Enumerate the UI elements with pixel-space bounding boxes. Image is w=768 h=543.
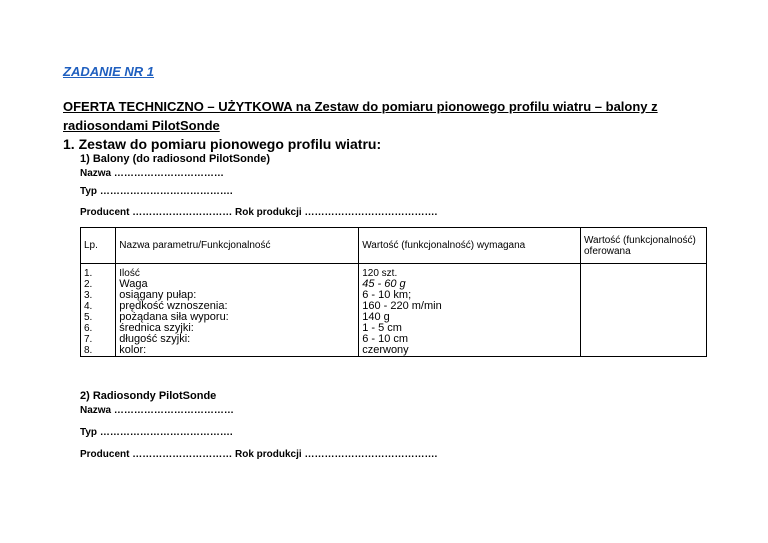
row-required: czerwony [359,345,581,357]
balloons-type-field: Typ …………………………………. [80,186,233,197]
row-parameter: prędkość wznoszenia: [116,301,359,312]
row-parameter: średnica szyjki: [116,323,359,334]
row-lp: 5. [81,312,116,323]
row-parameter: Ilość [116,264,359,280]
row-parameter: Waga [116,279,359,290]
table-row [81,345,707,357]
row-required: 120 szt. [359,264,581,280]
row-offered [580,301,706,312]
row-offered [580,345,706,357]
row-lp: 4. [81,301,116,312]
header-parameter-name: Nazwa parametru/Funkcjonalność [116,228,359,264]
row-parameter: pożądana siła wyporu: [116,312,359,323]
row-required: 6 - 10 cm [359,334,581,345]
row-lp: 2. [81,279,116,290]
row-offered [580,290,706,301]
row-lp: 7. [81,334,116,345]
parameters-table [80,227,707,357]
row-parameter: osiągany pułap: [116,290,359,301]
row-offered [580,264,706,280]
row-lp: 8. [81,345,116,357]
header-lp: Lp. [81,228,116,264]
row-offered [580,279,706,290]
row-lp: 6. [81,323,116,334]
row-required: 1 - 5 cm [359,323,581,334]
row-offered [580,323,706,334]
row-lp: 1. [81,264,116,280]
row-parameter: długość szyjki: [116,334,359,345]
row-required: 140 g [359,312,581,323]
row-required: 45 - 60 g [359,279,581,290]
row-offered [580,334,706,345]
row-required: 160 - 220 m/min [359,301,581,312]
table-header-row [81,228,707,264]
subsection-radiosondes-title: 2) Radiosondy PilotSonde [80,390,217,402]
section-title: 1. Zestaw do pomiaru pionowego profilu wiatru: [63,136,382,152]
balloons-name-field: Nazwa …………………………… [80,168,224,179]
table-row [81,264,707,280]
row-offered [580,312,706,323]
task-label: ZADANIE NR 1 [63,64,155,79]
balloons-producer-field: Producent ………………………… Rok produkcji …………………………………. [80,207,438,218]
header-required-value: Wartość (funkcjonalność) wymagana [359,228,581,264]
offer-title: OFERTA TECHNICZNO – UŻYTKOWA na Zestaw do pomiaru pionowego profilu wiatru – balony z radiosondami PilotSonde [63,99,658,133]
subsection-balloons-title: 1) Balony (do radiosond PilotSonde) [80,153,271,165]
row-required: 6 - 10 km; [359,290,581,301]
row-parameter: kolor: [116,345,359,357]
header-offered-value: Wartość (funkcjonalność) oferowana [580,228,706,264]
radiosondes-type-field: Typ …………………………………. [80,427,233,438]
radiosondes-name-field: Nazwa ……………………………… [80,405,234,416]
radiosondes-producer-field: Producent ………………………… Rok produkcji …………………………………. [80,449,438,460]
row-lp: 3. [81,290,116,301]
